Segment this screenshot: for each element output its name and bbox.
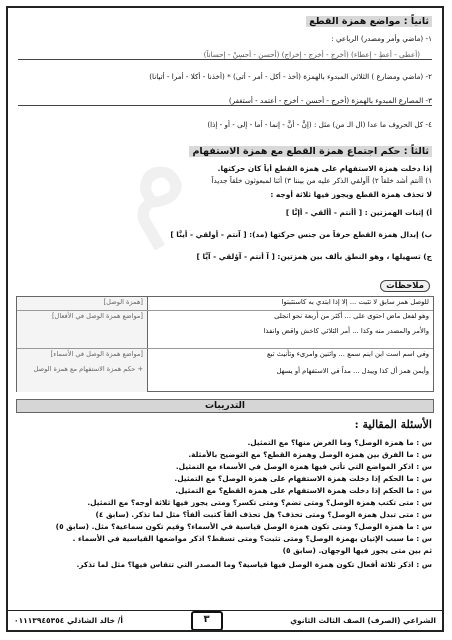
question-item: س : ما همزة الوصل؟ وما الغرض منها؟ مع التمثيل. — [247, 438, 432, 447]
section3-option-c: ج) تسهيلها ، وهو النطق بألف بين همزتين: [ آ أنتم - آؤلقي - آيَّا ] — [196, 252, 432, 261]
section3-line1: إذا دخلت همزة الاستفهام على همزة القطع أياً كان حركتها. — [217, 164, 432, 173]
notes-row — [17, 349, 433, 392]
notes-row-side: [مواضع همزة الوصل في الأفعال] — [17, 311, 148, 348]
notes-row-side: [همزة الوصل] — [17, 297, 148, 310]
question-item: س : ما الفرق بين همزة الوصل وهمزة القطع؟ مع التوضيح بالأمثلة. — [188, 450, 432, 459]
question-item: س : ما الحكم إذا دخلت همزة الاستفهام على همزة القطع؟ مع التمثيل. — [175, 486, 432, 495]
section2-title: ثانياً : مواضع همزة القطع — [306, 16, 432, 27]
question-item: س : ما سبب الإتيان بهمزة الوصل؟ ومتى تثبت؟ ومتى تسقط؟ اذكر مواضعها القياسية في الأسماء . — [72, 534, 432, 543]
notes-row-text — [148, 311, 433, 348]
question-item: س : اذكر ثلاثة أفعال تكون همزة الوصل فيها قياسية؟ وما المصدر التي تتقاس فيها؟ مثل لما تذكر. — [76, 560, 432, 569]
question-item: س : ما همزة الوصل؟ ومتى تكون همزة الوصل قياسية في الأسماء؟ وقيم تكون سماعية؟ مثل. (سابق ٥) — [55, 522, 432, 531]
section2-line3: ٣- المصارع المبدوء بالهمزة (أخرج - أحسن - أخرج - أعتمد - أستغفر) — [18, 96, 432, 106]
exercises-banner: التدريبات — [16, 399, 434, 413]
question-item: س : ما الحكم إذا دخلت همزة الاستفهام على همزة الوصل؟ مع التمثيل. — [174, 474, 432, 483]
notes-table — [16, 296, 434, 392]
page-footer — [8, 610, 442, 630]
footer-course-label: الشراعي (الصرف) الصف الثالث الثانوي — [290, 616, 436, 625]
notes-verse: وفي اسم است ابن ابنم سمع ... واثنين وامرىء وتأنيث تبع — [266, 350, 429, 358]
document-page — [6, 6, 444, 632]
notes-row — [17, 311, 433, 349]
section3-line2: ١) أأنتم أشد خلقاً ٢) أأُولقي الذكر عليه من بيننا ٣) أئنا لمبعوثون خلقاً جديداً — [211, 176, 432, 185]
notes-side-label: [مواضع همزة الوصل في الأسماء] — [50, 350, 143, 358]
watermark-decoration: م — [78, 97, 213, 255]
notes-row — [17, 297, 433, 311]
essay-questions-heading: الأسئلة المقالية : — [354, 418, 432, 431]
section3-option-a: أ) إثبات الهمزتين : [ أأنتم - أأُلقي - أإنَّا ] — [285, 208, 432, 217]
section3-title: ثالثاً : حكم اجتماع همزة القطع مع همزة الاستفهام — [189, 146, 432, 157]
section3-line3: لا تحذف همزة القطع ويجوز فيها ثلاثة أوجه : — [270, 190, 432, 199]
question-item: س : متى تبدل همزة الوصل؟ ومتى تحذف؟ هل تحذف ألفاً كتبت ألفاً؟ مثل لما تذكر. (سابق ٤) — [95, 510, 432, 519]
section2-line1-example: (أعطى - أعطِ - إعطاء) (أخرج - أخرِج - إخراج) (أحسن - أحسِنْ - إحساناً) — [18, 50, 432, 60]
notes-row-side — [17, 349, 148, 392]
question-item: س : متى تكتب همزة الوصل؟ ومتى تضم؟ ومتى تكسر؟ ومتى يجوز فيها ثلاثة أوجه؟ مع التمثيل. — [87, 498, 432, 507]
question-item: ثم بين متى يجوز فيها الوجهان. (سابق ٥) — [282, 546, 432, 555]
section2-line1: ١- (ماضي وأمر ومصدر) الرباعي : — [331, 34, 432, 43]
notes-side-label: + حكم همزة الاستفهام مع همزة الوصل — [33, 364, 143, 373]
question-item: س : اذكر المواضع التي تأتي فيها همزة الوصل في الأسماء مع التمثيل. — [175, 462, 432, 471]
notes-verse: وأيمن همز أل كذا ويبدل ... مداً في الاستفهام أو يسهل — [276, 366, 429, 375]
footer-teacher-contact: أ/ خالد الشاذلي ٠١١١٣٩٤٥٣٥٤ — [14, 616, 123, 625]
section2-line2: ٢- (ماضي ومضارع ) الثلاثي المبدوء بالهمزة (أخذ - أكل - أمر - أتى) * (أخذنا - أكلا - أمرا - أتيانا) — [149, 72, 432, 81]
notes-row-text: للوصل همز سابق لا تثبت ... إلا إذا ابتدي به كاستثبتوا — [281, 298, 429, 306]
section3-option-b: ب) إبدال همزة القطع حرفاً من جنس حركتها (مد): [ آنتم - أُولقي - أينَّا ] — [170, 230, 432, 239]
notes-row-text — [148, 349, 433, 392]
notes-verse: وهو لفعل ماض احتوى على ... أكثر من أربعة نحو انجلى — [274, 312, 429, 320]
section2-line4: ٤- كل الحروف ما عدا (ال الـ من) مثل : (إنَّ - أنَّ - إنما - أما - إلى - أو - إذا) — [207, 120, 432, 129]
notes-title: ملاحظات — [380, 280, 430, 292]
notes-verse: والأمر والمصدر منه وكذا ... أمر الثلاثي كاخش واقض وانفذا — [263, 326, 429, 335]
page-number: ٣ — [191, 611, 223, 631]
